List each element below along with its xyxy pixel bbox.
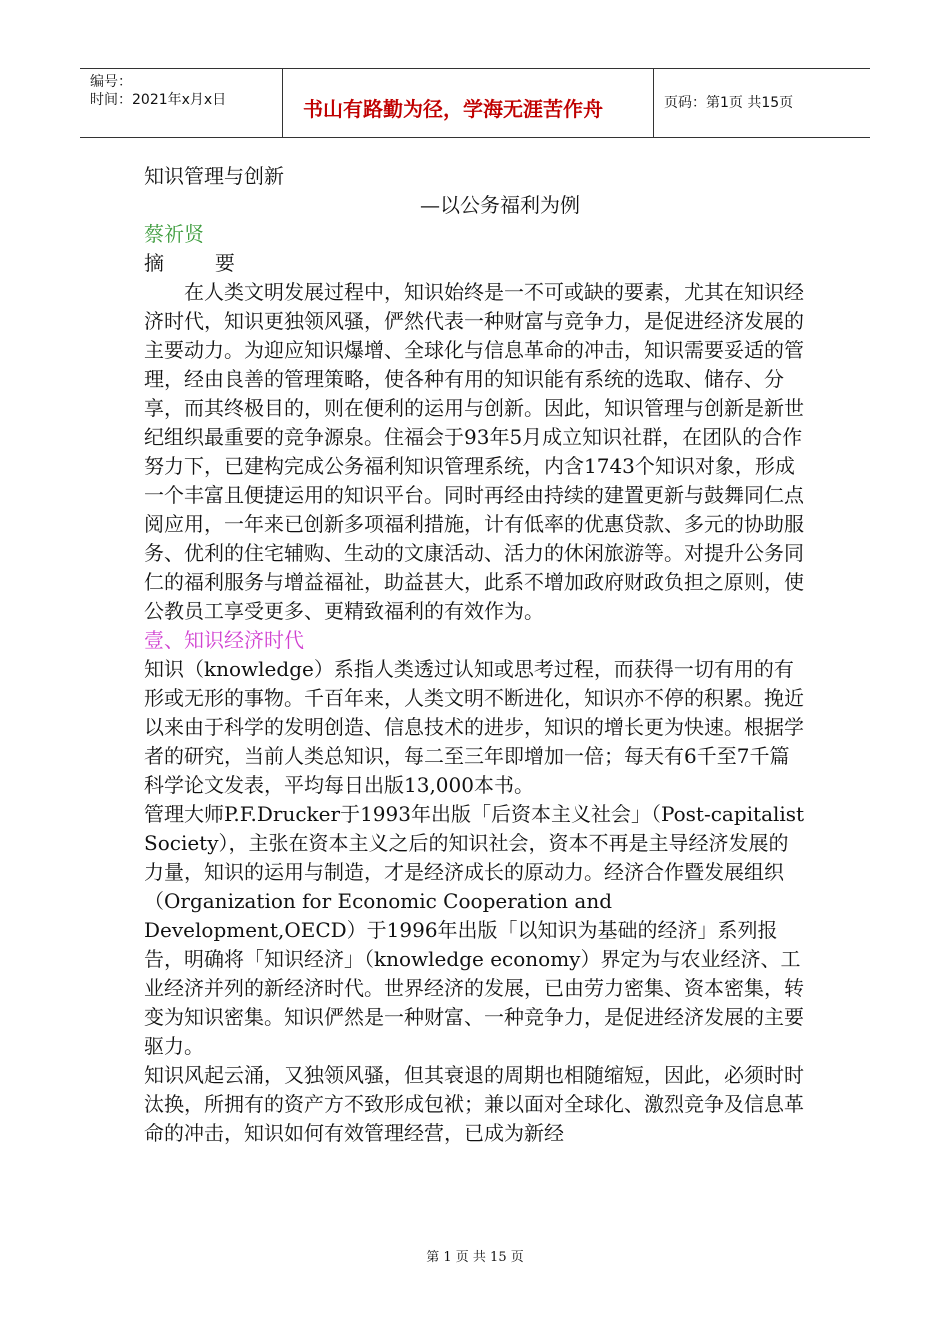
section1-heading: 壹、知识经济时代 [144, 628, 304, 652]
number-label: 编号： [90, 74, 132, 90]
paragraph-1: 知识（knowledge）系指人类透过认知或思考过程，而获得一切有用的有形或无形的事物。千百年来，人类文明不断进化，知识亦不停的积累。挽近以来由于科学的发明创造、信息技术的进步，知识的增长更为快速。根据学者的研究，当前人类总知识，每二至三年即增加一倍；每天有6千至7千篇科学论文发表，平均每日出版13,000本书。 [144, 657, 804, 797]
doc-title: 知识管理与创新 [144, 164, 284, 188]
header-page-cell [654, 69, 870, 137]
motto: 书山有路勤为径，学海无涯苦作舟 [303, 97, 603, 121]
header-table [80, 68, 870, 138]
time-label: 时间：2021年x月x日 [90, 92, 227, 108]
author: 蔡祈贤 [144, 222, 204, 246]
abstract-text: 在人类文明发展过程中，知识始终是一不可或缺的要素，尤其在知识经济时代，知识更独领风骚，俨然代表一种财富与竞争力，是促进经济发展的主要动力。为迎应知识爆增、全球化与信息革命的冲击，知识需要妥适的管理，经由良善的管理策略，使各种有用的知识能有系统的选取、储存、分享，而其终极目的，则在便利的运用与创新。因此，知识管理与创新是新世纪组织最重要的竞争源泉。住福会于93年5月成立知识社群，在团队的合作努力下，已建构完成公务福利知识管理系统，内含1743个知识对象，形成一个丰富且便捷运用的知识平台。同时再经由持续的建置更新与鼓舞同仁点阅应用，一年来已创新多项福利措施，计有低率的优惠贷款、多元的协助服务、优利的住宅辅购、生动的文康活动、活力的休闲旅游等。对提升公务同仁的福利服务与增益福祉，助益甚大，此系不增加政府财政负担之原则，使公教员工享受更多、更精致福利的有效作为。 [144, 280, 804, 623]
header-meta-cell [80, 69, 283, 137]
document-body [144, 162, 808, 1148]
page-footer: 第 1 页 共 15 页 [426, 1250, 524, 1265]
doc-subtitle: —以公务福利为例 [420, 193, 580, 217]
paragraph-3: 知识风起云涌，又独领风骚，但其衰退的周期也相随缩短，因此，必须时时汰换，所拥有的资产方不致形成包袱；兼以面对全球化、激烈竞争及信息革命的冲击，知识如何有效管理经营，已成为新经 [144, 1063, 804, 1145]
paragraph-2: 管理大师P.F.Drucker于1993年出版「后资本主义社会」（Post-capitalist Society），主张在资本主义之后的知识社会，资本不再是主导经济发展的力量，知识的运用与制造，才是经济成长的原动力。经济合作暨发展组织（Organization for Economic Cooperation and Development,OECD）于1996年出版「以知识为基础的经济」系列报告，明确将「知识经济」（knowledge economy）界定为与农业经济、工业经济并列的新经济时代。世界经济的发展，已由劳力密集、资本密集，转变为知识密集。知识俨然是一种财富、一种竞争力，是促进经济发展的主要驱力。 [144, 802, 805, 1058]
page-label: 页码：第1页 共15页 [664, 95, 794, 111]
header-motto-cell [283, 69, 654, 137]
abstract-heading: 摘 要 [144, 251, 235, 275]
